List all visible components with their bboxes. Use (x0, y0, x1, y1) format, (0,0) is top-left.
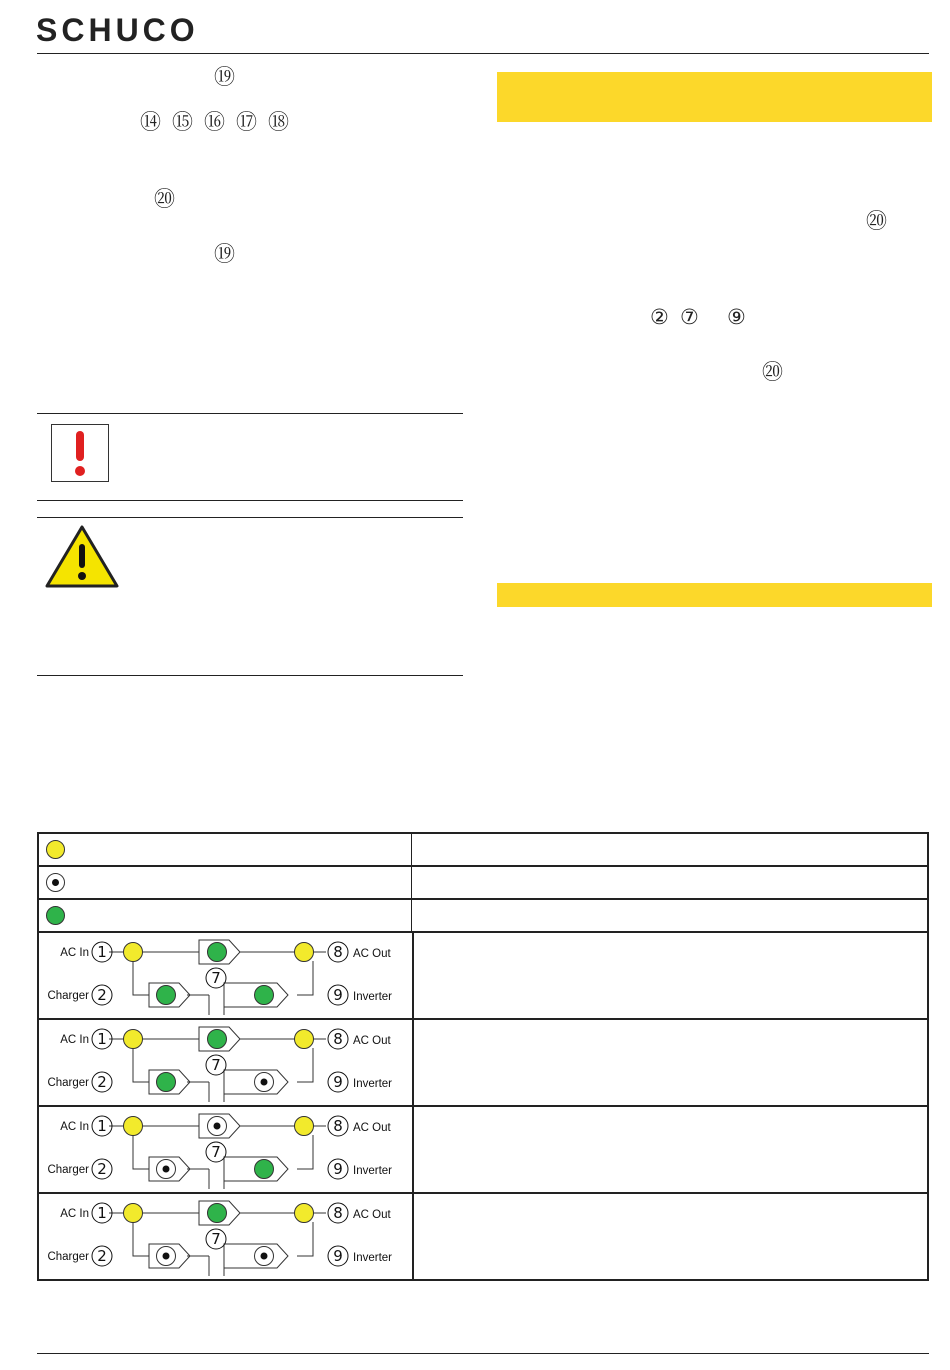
svg-text:2: 2 (97, 986, 107, 1004)
ref-2-icon (92, 985, 112, 1005)
ref-2-icon (92, 1246, 112, 1266)
ac-in-label: AC In (60, 947, 89, 959)
ac-out-led (295, 943, 314, 962)
svg-text:2: 2 (97, 1160, 107, 1178)
ac-in-label: AC In (60, 1121, 89, 1133)
ref-8-icon (328, 942, 348, 962)
ac-out-label: AC Out (353, 1035, 391, 1047)
bypass-led (208, 1204, 227, 1223)
svg-text:8: 8 (333, 1117, 343, 1135)
ac-out-label: AC Out (353, 1122, 391, 1134)
bypass-led (208, 1117, 227, 1136)
charger-led (157, 1160, 176, 1179)
svg-text:8: 8 (333, 1204, 343, 1222)
svg-text:9: 9 (333, 1160, 343, 1178)
ac-out-label: AC Out (353, 1209, 391, 1221)
charger-label: Charger (47, 1077, 89, 1089)
ref-7-icon (206, 1229, 226, 1249)
svg-text:7: 7 (211, 1230, 221, 1248)
legend-row-off (39, 867, 927, 900)
svg-text:2: 2 (97, 1247, 107, 1265)
footer-rule (37, 1353, 929, 1354)
state-row-2 (39, 1020, 927, 1107)
svg-text:9: 9 (333, 1247, 343, 1265)
ac-in-led (124, 943, 143, 962)
ref-9-icon (328, 985, 348, 1005)
ref-number: ⑦ (680, 305, 699, 329)
inverter-led (255, 1247, 274, 1266)
ref-2-icon (92, 1072, 112, 1092)
legend-row-green (39, 900, 927, 933)
bypass-led (208, 1030, 227, 1049)
schuco-logo (36, 12, 199, 49)
svg-text:9: 9 (333, 1073, 343, 1091)
warning-triangle-icon (44, 524, 120, 594)
inverter-label: Inverter (353, 1252, 392, 1264)
svg-text:1: 1 (97, 1204, 107, 1222)
ref-2-icon (92, 1159, 112, 1179)
ref-number: ⑳ (762, 360, 783, 384)
ref-9-icon (328, 1246, 348, 1266)
svg-text:7: 7 (211, 1056, 221, 1074)
ref-number: ⑳ (866, 209, 887, 233)
ref-8-icon (328, 1029, 348, 1049)
charger-led (157, 1247, 176, 1266)
ref-7-icon (206, 968, 226, 988)
ref-number: ⑱ (268, 110, 289, 134)
svg-text:9: 9 (333, 986, 343, 1004)
notice-exclamation-icon (51, 424, 109, 482)
svg-text:1: 1 (97, 1117, 107, 1135)
inverter-label: Inverter (353, 1165, 392, 1177)
svg-text:7: 7 (211, 1143, 221, 1161)
header-rule (37, 53, 929, 54)
ref-8-icon (328, 1116, 348, 1136)
charger-label: Charger (47, 1251, 89, 1263)
ref-9-icon (328, 1159, 348, 1179)
inverter-label: Inverter (353, 991, 392, 1003)
led-diagram (39, 933, 411, 1019)
ref-7-icon (206, 1142, 226, 1162)
svg-text:1: 1 (97, 943, 107, 961)
ac-in-label: AC In (60, 1034, 89, 1046)
led-diagram (39, 1020, 411, 1106)
notice-top-rule (37, 413, 463, 414)
off-led-icon (46, 873, 65, 892)
state-row-3 (39, 1107, 927, 1194)
charger-led (157, 986, 176, 1005)
led-diagram (39, 1107, 411, 1193)
ac-in-led (124, 1117, 143, 1136)
inverter-led (255, 986, 274, 1005)
svg-text:8: 8 (333, 1030, 343, 1048)
ref-number: ⑳ (154, 187, 175, 211)
subsection-heading-bar (497, 583, 932, 607)
yellow-led-icon (46, 840, 65, 859)
ref-9-icon (328, 1072, 348, 1092)
green-led-icon (46, 906, 65, 925)
bypass-led (208, 943, 227, 962)
ref-number: ⑲ (214, 65, 235, 89)
legend-row-yellow (39, 834, 927, 867)
charger-label: Charger (47, 1164, 89, 1176)
ac-in-led (124, 1204, 143, 1223)
ref-number: ⑲ (214, 242, 235, 266)
svg-text:8: 8 (333, 943, 343, 961)
warning-bottom-rule (37, 675, 463, 676)
led-state-table (37, 832, 929, 1281)
led-diagram (39, 1194, 411, 1280)
inverter-label: Inverter (353, 1078, 392, 1090)
ac-out-led (295, 1117, 314, 1136)
ref-number: ⑮ (172, 110, 193, 134)
charger-led (157, 1073, 176, 1092)
ref-8-icon (328, 1203, 348, 1223)
inverter-led (255, 1073, 274, 1092)
ref-number: ⑰ (236, 110, 257, 134)
svg-text:2: 2 (97, 1073, 107, 1091)
warning-top-rule (37, 517, 463, 518)
svg-text:7: 7 (211, 969, 221, 987)
ref-number: ⑭ (140, 110, 161, 134)
ac-out-label: AC Out (353, 948, 391, 960)
state-row-1 (39, 933, 927, 1020)
svg-text:1: 1 (97, 1030, 107, 1048)
state-row-4 (39, 1194, 927, 1279)
ref-number: ⑯ (204, 110, 225, 134)
ref-7-icon (206, 1055, 226, 1075)
ref-number: ② (650, 305, 669, 329)
section-heading-bar (497, 72, 932, 122)
inverter-led (255, 1160, 274, 1179)
ac-out-led (295, 1030, 314, 1049)
ac-out-led (295, 1204, 314, 1223)
ac-in-led (124, 1030, 143, 1049)
notice-bottom-rule (37, 500, 463, 501)
logo-text: SCHUCO (36, 12, 199, 48)
ac-in-label: AC In (60, 1208, 89, 1220)
charger-label: Charger (47, 990, 89, 1002)
ref-number: ⑨ (727, 305, 746, 329)
